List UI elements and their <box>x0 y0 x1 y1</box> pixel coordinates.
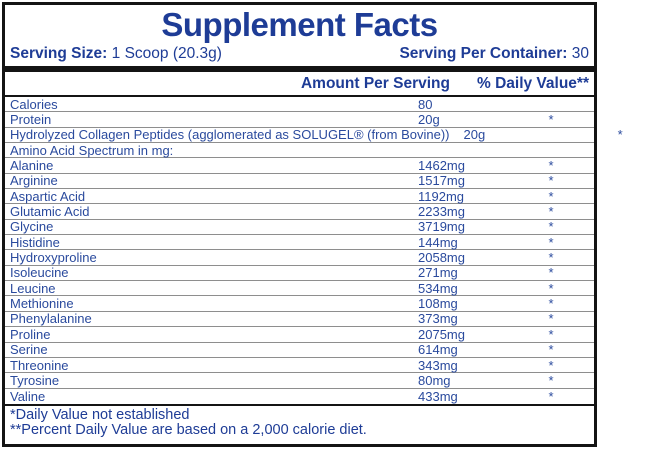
footnotes <box>5 404 594 439</box>
footnote-percent-daily-value: **Percent Daily Value are based on a 2,000 calorie diet. <box>10 422 367 439</box>
ingredient-amount: 614mg <box>418 342 458 358</box>
ingredient-name: Serine <box>10 342 48 358</box>
table-row <box>5 373 594 388</box>
ingredient-daily-value: * <box>548 296 554 312</box>
ingredient-daily-value: * <box>548 342 554 358</box>
amount-per-serving-header: Amount Per Serving <box>300 74 450 92</box>
ingredient-amount: 20g <box>463 127 486 143</box>
page-title: Supplement Facts <box>161 6 438 43</box>
serving-info-row <box>5 43 594 64</box>
ingredient-daily-value: * <box>548 265 554 281</box>
table-row <box>5 312 594 327</box>
ingredient-amount: 2233mg <box>418 204 465 220</box>
table-row <box>5 158 594 173</box>
ingredient-daily-value: * <box>548 219 554 235</box>
ingredient-name: Histidine <box>10 234 60 250</box>
column-headers-row <box>5 72 594 97</box>
ingredient-amount: 343mg <box>418 357 458 373</box>
ingredient-daily-value: * <box>617 127 623 143</box>
ingredient-name: Hydrolyzed Collagen Peptides (agglomerated as SOLUGEL® (from Bovine)) 20g <box>10 127 486 143</box>
ingredient-daily-value: * <box>548 311 554 327</box>
ingredient-name: Hydroxyproline <box>10 250 97 266</box>
ingredient-daily-value: * <box>548 188 554 204</box>
ingredient-daily-value: * <box>548 388 554 404</box>
serving-size <box>10 45 222 63</box>
ingredient-amount: 1192mg <box>418 188 465 204</box>
servings-per-container <box>399 45 589 63</box>
ingredient-amount: 144mg <box>418 234 458 250</box>
table-row <box>5 343 594 358</box>
ingredient-amount: 373mg <box>418 311 458 327</box>
table-row <box>5 250 594 265</box>
serving-size-value: 1 Scoop (20.3g) <box>111 44 222 62</box>
ingredient-name: Isoleucine <box>10 265 69 281</box>
ingredient-name: Alanine <box>10 158 54 174</box>
table-row <box>5 281 594 296</box>
ingredient-name: Protein <box>10 112 52 128</box>
ingredient-amount: 271mg <box>418 265 458 281</box>
ingredient-amount: 1517mg <box>418 173 465 189</box>
ingredient-amount: 80mg <box>418 372 451 388</box>
table-row <box>5 235 594 250</box>
supplement-facts-panel <box>2 2 623 447</box>
ingredient-daily-value: * <box>548 204 554 220</box>
ingredient-amount: 433mg <box>418 388 458 404</box>
ingredient-daily-value: * <box>548 112 554 128</box>
ingredient-daily-value: * <box>548 357 554 373</box>
ingredient-name: Threonine <box>10 357 69 373</box>
table-row <box>5 296 594 311</box>
table-row <box>5 389 594 404</box>
table-row <box>5 127 623 143</box>
ingredient-name: Glutamic Acid <box>10 204 90 220</box>
table-row <box>5 327 594 342</box>
ingredient-name: Tyrosine <box>10 372 60 388</box>
table-row <box>5 97 594 112</box>
ingredient-daily-value: * <box>548 372 554 388</box>
ingredient-name: Amino Acid Spectrum in mg: <box>10 142 174 158</box>
daily-value-header: % Daily Value** <box>476 74 589 92</box>
serving-size-label: Serving Size: <box>10 44 108 62</box>
ingredient-daily-value: * <box>548 234 554 250</box>
ingredient-daily-value: * <box>548 326 554 342</box>
servings-per-container-label: Serving Per Container: <box>399 44 568 62</box>
ingredient-amount: 108mg <box>418 296 458 312</box>
table-row <box>5 204 594 219</box>
ingredient-name: Leucine <box>10 280 56 296</box>
ingredient-name: Aspartic Acid <box>10 188 86 204</box>
ingredient-name: Methionine <box>10 296 74 312</box>
ingredient-amount: 2058mg <box>418 250 465 266</box>
ingredient-daily-value: * <box>548 250 554 266</box>
ingredient-name: Glycine <box>10 219 54 235</box>
ingredient-amount: 20g <box>418 112 440 128</box>
table-row <box>5 220 594 235</box>
ingredient-name: Proline <box>10 326 51 342</box>
ingredient-daily-value: * <box>548 173 554 189</box>
footnote-daily-value: *Daily Value not established <box>10 406 190 423</box>
table-row <box>5 112 594 127</box>
ingredient-daily-value: * <box>548 158 554 174</box>
ingredient-amount: 80 <box>418 96 433 112</box>
table-row <box>5 174 594 189</box>
ingredient-daily-value: * <box>548 280 554 296</box>
ingredient-table <box>5 96 623 404</box>
ingredient-name: Valine <box>10 388 46 404</box>
table-row <box>5 358 594 373</box>
ingredient-amount: 534mg <box>418 280 458 296</box>
ingredient-name: Calories <box>10 96 58 112</box>
table-row <box>5 143 594 158</box>
ingredient-name: Phenylalanine <box>10 311 92 327</box>
ingredient-name: Arginine <box>10 173 58 189</box>
table-row <box>5 189 594 204</box>
ingredient-amount: 2075mg <box>418 326 465 342</box>
table-row <box>5 266 594 281</box>
servings-per-container-value: 30 <box>571 44 589 62</box>
ingredient-amount: 3719mg <box>418 219 465 235</box>
ingredient-amount: 1462mg <box>418 158 465 174</box>
